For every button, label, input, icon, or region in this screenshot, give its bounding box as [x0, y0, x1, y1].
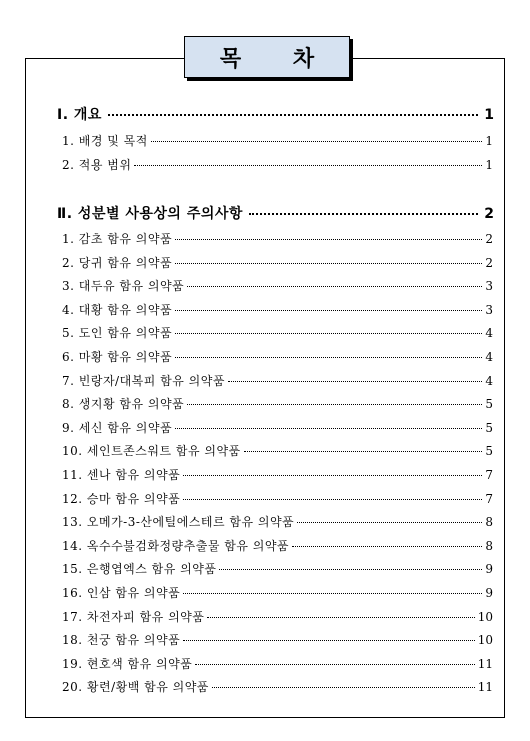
toc-item-page: 5 — [485, 420, 493, 435]
toc-item-label: 1. 감초 함유 의약품 — [62, 232, 173, 246]
toc-section-heading-page: 2 — [484, 206, 494, 222]
toc-item — [62, 584, 493, 601]
toc-item-page: 4 — [485, 350, 493, 364]
toc-item-page: 1 — [485, 157, 493, 172]
toc-item-label: 19. 현호색 함유 의약품 — [62, 656, 193, 671]
toc-item-label: 10. 세인트존스워트 함유 의약품 — [62, 444, 241, 459]
toc-item-page: 11 — [477, 680, 493, 695]
toc-item-label: 17. 차전자피 함유 의약품 — [62, 609, 205, 624]
dot-leader — [175, 310, 482, 311]
dot-leader — [183, 499, 482, 500]
toc-item-label: 5. 도인 함유 의약품 — [62, 326, 173, 341]
toc-item-label: 2. 적용 범위 — [62, 157, 132, 172]
toc-section-heading-label: Ⅱ. 성분별 사용상의 주의사항 — [57, 206, 243, 222]
toc-item-label: 2. 당귀 함유 의약품 — [62, 255, 173, 270]
toc-item — [62, 324, 493, 341]
dot-leader — [219, 569, 482, 570]
toc-item — [62, 301, 493, 318]
dot-leader — [134, 165, 482, 166]
toc-item-page: 10 — [477, 633, 493, 648]
dot-leader — [228, 381, 482, 382]
toc-item — [62, 230, 493, 247]
toc-item-page: 9 — [485, 562, 493, 577]
dot-leader — [187, 404, 482, 405]
toc-item-page: 4 — [485, 326, 493, 341]
toc-item-label: 7. 빈랑자/대복피 함유 의약품 — [62, 373, 225, 388]
dot-leader — [212, 687, 475, 688]
toc-item-label: 16. 인삼 함유 의약품 — [62, 586, 181, 600]
toc-item — [62, 678, 493, 695]
toc-item-label: 15. 은행엽엑스 함유 의약품 — [62, 562, 217, 577]
toc-item — [62, 277, 493, 294]
toc-section-heading-page: 1 — [484, 107, 494, 123]
toc-item — [62, 132, 493, 149]
toc-item — [62, 395, 493, 412]
toc-item — [62, 348, 493, 365]
toc-item — [62, 490, 493, 507]
dot-leader — [195, 664, 474, 665]
toc-item — [62, 419, 493, 436]
toc-item-page: 3 — [485, 302, 493, 317]
toc-item-label: 3. 대두유 함유 의약품 — [62, 279, 185, 294]
toc-item-label: 9. 세신 함유 의약품 — [62, 420, 173, 435]
toc-item — [62, 156, 493, 173]
dot-leader — [175, 357, 482, 358]
toc-item-page: 8 — [485, 515, 493, 530]
dot-leader — [187, 286, 482, 287]
toc-item — [62, 631, 493, 648]
dot-leader — [175, 263, 482, 264]
toc-item — [62, 537, 493, 554]
toc-section-heading-label: Ⅰ. 개요 — [57, 107, 102, 123]
toc-item-label: 4. 대황 함유 의약품 — [62, 302, 173, 317]
toc-item-page: 10 — [477, 609, 493, 624]
dot-leader — [292, 546, 482, 547]
toc-item — [62, 442, 493, 459]
toc-item-page: 5 — [485, 444, 493, 459]
toc-item — [62, 254, 493, 271]
dot-leader — [175, 239, 482, 240]
dot-leader — [151, 141, 483, 142]
toc-item-page: 1 — [485, 134, 493, 148]
dot-leader — [175, 428, 482, 429]
dot-leader — [297, 522, 482, 523]
toc-item-page: 11 — [477, 656, 493, 671]
toc-item-label: 11. 센나 함유 의약품 — [62, 468, 181, 482]
dot-leader — [183, 475, 482, 476]
toc-item-label: 18. 천궁 함유 의약품 — [62, 633, 181, 648]
toc-item — [62, 372, 493, 389]
toc-section-heading — [57, 203, 494, 223]
dot-leader — [108, 114, 478, 116]
toc-section-heading — [57, 104, 494, 124]
dot-leader — [244, 451, 483, 452]
toc-item-page: 7 — [485, 468, 493, 482]
toc-item-page: 9 — [485, 586, 493, 600]
toc-item — [62, 608, 493, 625]
toc-item-label: 12. 승마 함유 의약품 — [62, 491, 181, 506]
dot-leader — [175, 333, 482, 334]
toc-item-label: 20. 황련/황백 함유 의약품 — [62, 680, 209, 695]
toc-item-label: 13. 오메가-3-산에틸에스테르 함유 의약품 — [62, 515, 295, 530]
dot-leader — [183, 593, 482, 594]
toc-item-page: 4 — [485, 373, 493, 388]
dot-leader — [207, 617, 474, 618]
toc-item-page: 2 — [485, 232, 493, 246]
toc-item — [62, 655, 493, 672]
toc-item-page: 8 — [485, 538, 493, 553]
toc-item — [62, 513, 493, 530]
toc-item — [62, 560, 493, 577]
toc-title: 목 차 — [184, 36, 350, 78]
toc-item-page: 3 — [485, 279, 493, 294]
toc-item-page: 7 — [485, 491, 493, 506]
toc-item-label: 6. 마황 함유 의약품 — [62, 350, 173, 364]
toc-item-label: 8. 생지황 함유 의약품 — [62, 397, 185, 412]
dot-leader — [183, 640, 475, 641]
toc-item-label: 14. 옥수수불검화정량추출물 함유 의약품 — [62, 538, 290, 553]
toc-item-page: 5 — [485, 397, 493, 412]
toc-item — [62, 466, 493, 483]
dot-leader — [249, 213, 478, 215]
toc-item-label: 1. 배경 및 목적 — [62, 134, 148, 148]
toc-item-page: 2 — [485, 255, 493, 270]
